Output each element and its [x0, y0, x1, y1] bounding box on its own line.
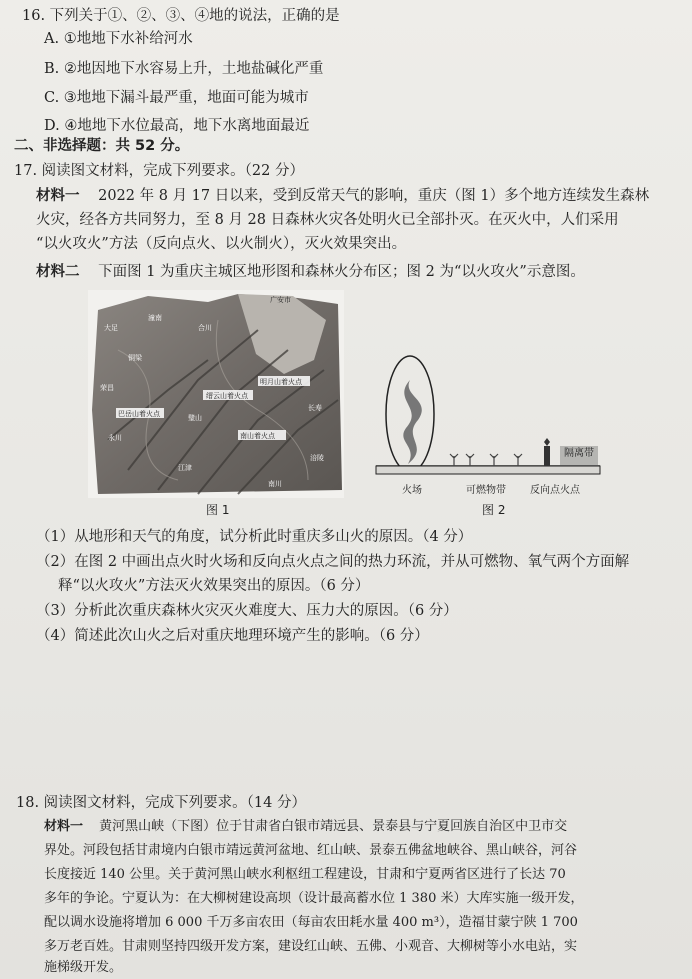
- map-label: 铜梁: [128, 354, 142, 362]
- q18-line: 长度接近 140 公里。关于黄河黑山峡水利枢纽工程建设，甘肃和宁夏两省区进行了长达 70: [44, 867, 566, 882]
- map-label: 明月山着火点: [260, 378, 302, 386]
- map-label: 璧山: [188, 414, 202, 422]
- map-label: 涪陵: [310, 454, 324, 462]
- map-label: 大足: [104, 324, 118, 332]
- q18-line: 多万老百姓。甘肃则坚持四级开发方案，建设红山峡、五佛、小观音、大柳树等小水电站，实: [44, 939, 578, 954]
- backfire-label: 反向点火点: [530, 485, 580, 496]
- q18-line: 多年的争论。宁夏认为：在大柳树建设高坝（设计最高蓄水位 1 380 米）大库实施一级开发，: [44, 891, 584, 906]
- q16-option-b: B. ②地因地下水容易上升，土地盐碱化严重: [44, 61, 324, 77]
- q18-line: 配以调水设施将增加 6 000 千万多亩农田（每亩农田耗水量 400 m³），造福甘蒙宁陕 1 700: [44, 915, 578, 930]
- map-label: 广安市: [270, 296, 291, 304]
- map-label: 潼南: [148, 314, 162, 322]
- q16-stem: 16. 下列关于①、②、③、④地的说法，正确的是: [22, 8, 340, 24]
- q17-question: （2）在图 2 中画出点火时火场和反向点火点之间的热力环流，并从可燃物、氧气两个方面解: [36, 554, 630, 570]
- fire-oval: [386, 356, 434, 472]
- q18-stem: 18. 阅读图文材料，完成下列要求。（14 分）: [16, 795, 306, 811]
- fuel-zone-label: 可燃物带: [466, 485, 506, 496]
- small-flame-icon: [544, 438, 550, 446]
- firebreak-label: 隔离带: [564, 448, 594, 459]
- material1-label: 材料一: [36, 188, 80, 204]
- q17-material2: [36, 262, 585, 282]
- section-heading: 二、非选择题：共 52 分。: [14, 138, 190, 154]
- material1-line: 火灾，经各方共同努力，至 8 月 28 日森林火灾各处明火已全部扑灭。在灭火中，人们采用: [36, 212, 619, 228]
- material1-line: 2022 年 8 月 17 日以来，受到反常天气的影响，重庆（图 1）多个地方连续发生森林: [98, 188, 650, 204]
- map-label: 南川: [268, 480, 282, 488]
- q16-option-a: A. ①地地下水补给河水: [44, 31, 193, 47]
- q18-line: 界处。河段包括甘肃境内白银市靖远黄河盆地、红山峡、景泰五佛盆地峡谷、黑山峡谷，河谷: [44, 843, 578, 858]
- material1-line: “以火攻火”方法（反向点火、以火制火），灭火效果突出。: [36, 236, 407, 252]
- figure-2-diagram: [372, 350, 648, 500]
- map-label: 永川: [108, 434, 122, 442]
- backfire-marker: [544, 446, 550, 466]
- map-label: 荣昌: [100, 384, 114, 392]
- figure-2-caption: 图 2: [482, 503, 506, 517]
- q16-option-c: C. ③地地下漏斗最严重，地面可能为城市: [44, 90, 309, 106]
- vegetation-icons: [450, 454, 522, 466]
- q17-question: （1）从地形和天气的角度，试分析此时重庆多山火的原因。（4 分）: [36, 529, 473, 545]
- q17-material1: [36, 186, 649, 206]
- q16-option-d: D. ④地地下水位最高，地下水离地面最近: [44, 118, 310, 134]
- material2-text: 下面图 1 为重庆主城区地形图和森林火分布区；图 2 为“以火攻火”示意图。: [98, 264, 585, 280]
- map-label: 南山着火点: [240, 432, 275, 440]
- q17-question: （4）简述此次山火之后对重庆地理环境产生的影响。（6 分）: [36, 628, 429, 644]
- map-label: 合川: [198, 324, 212, 332]
- q17-stem: 17. 阅读图文材料，完成下列要求。（22 分）: [14, 163, 304, 179]
- map-label: 长寿: [308, 404, 322, 412]
- figure-1-caption: 图 1: [206, 503, 230, 517]
- q18-material1: [44, 817, 567, 837]
- q18-line: 施梯级开发。: [44, 960, 123, 975]
- q17-question: 释“以火攻火”方法灭火效果突出的原因。（6 分）: [58, 578, 370, 594]
- map-label: 巴岳山着火点: [118, 410, 160, 418]
- q18-material1-label: 材料一: [44, 819, 84, 834]
- fire-field-label: 火场: [402, 485, 422, 496]
- figure-1-terrain-map: [88, 290, 344, 498]
- map-label: 缙云山着火点: [206, 392, 248, 400]
- flame-icon: [403, 380, 421, 464]
- q17-question: （3）分析此次重庆森林火灾灭火难度大、压力大的原因。（6 分）: [36, 603, 458, 619]
- material2-label: 材料二: [36, 264, 80, 280]
- q18-line: 黄河黑山峡（下图）位于甘肃省白银市靖远县、景泰县与宁夏回族自治区中卫市交: [99, 819, 568, 834]
- map-label: 江津: [178, 464, 192, 472]
